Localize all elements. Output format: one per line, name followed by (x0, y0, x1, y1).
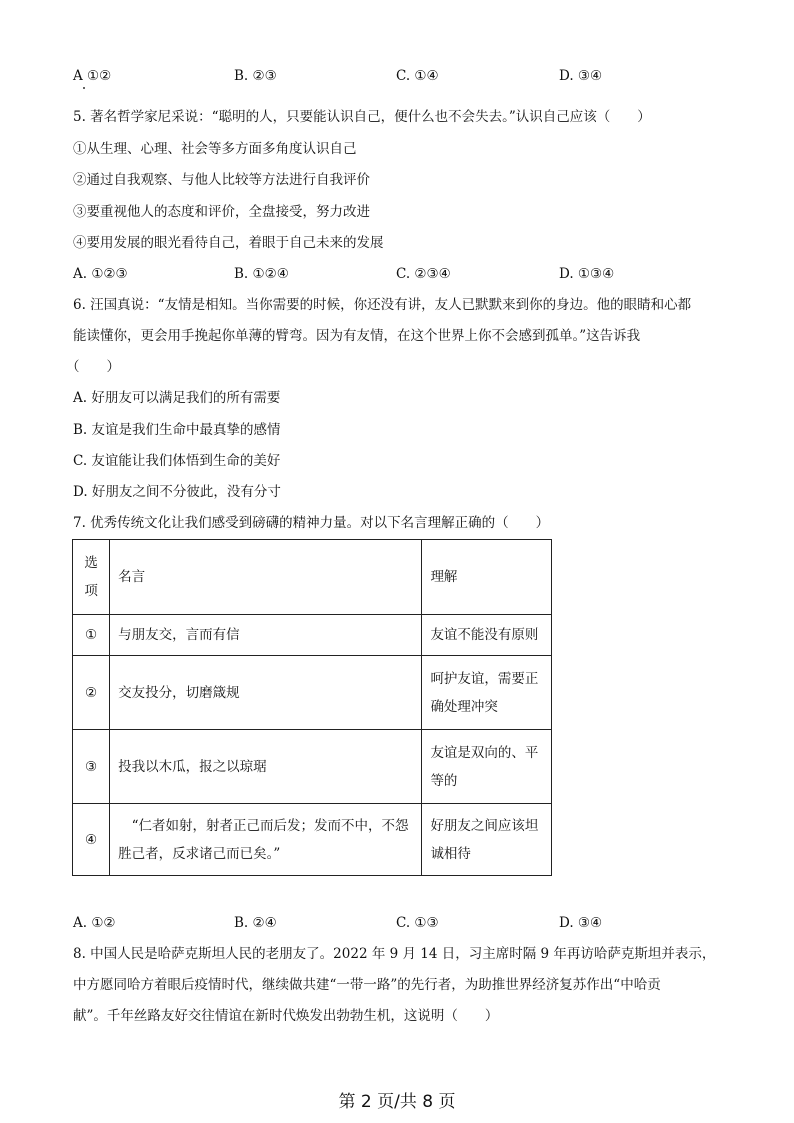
table-row (73, 615, 552, 656)
q5-stem: 5. 著名哲学家尼采说：“聪明的人，只要能认识自己，便什么也不会失去。”认识自己应该（ ） (73, 109, 651, 125)
header-option: 选项 (73, 540, 110, 615)
row-quote-1: 与朋友交，言而有信 (110, 615, 422, 656)
q5-statement-2: ②通过自我观察、与他人比较等方法进行自我评价 (73, 172, 370, 188)
row-understanding-1: 友谊不能没有原则 (422, 615, 552, 656)
q5-option-d: D. ①③④ (559, 266, 615, 282)
q7-option-a: A. ①② (73, 915, 116, 931)
q4-option-d: D. ③④ (559, 68, 603, 84)
q5-option-b: B. ①②④ (234, 266, 289, 282)
q7-option-d: D. ③④ (559, 915, 603, 931)
table-header-row (73, 540, 552, 615)
table-row (73, 730, 552, 804)
q5-options (73, 265, 633, 283)
q7-option-c: C. ①③ (396, 915, 439, 931)
q7-option-b: B. ②④ (234, 915, 277, 931)
q5-statement-4: ④要用发展的眼光看待自己，着眼于自己未来的发展 (73, 235, 384, 251)
q8-stem-line-1: 8. 中国人民是哈萨克斯坦人民的老朋友了。2022 年 9 月 14 日，习主席时隔 9 年再访哈萨克斯坦并表示， (73, 946, 716, 962)
stray-dot-mark (83, 87, 85, 89)
table-row (73, 656, 552, 730)
q4-option-b: B. ②③ (234, 68, 277, 84)
row-option-4: ④ (73, 804, 110, 876)
row-option-1: ① (73, 615, 110, 656)
q6-option-c: C. 友谊能让我们体悟到生命的美好 (73, 453, 281, 469)
row-understanding-4: 好朋友之间应该坦诚相待 (422, 804, 552, 876)
row-understanding-2: 呵护友谊，需要正确处理冲突 (422, 656, 552, 730)
q8-stem-line-3: 献”。千年丝路友好交往情谊在新时代焕发出勃勃生机，这说明（ ） (73, 1008, 499, 1024)
row-understanding-3: 友谊是双向的、平等的 (422, 730, 552, 804)
q6-stem-line-1: 6. 汪国真说：“友情是相知。当你需要的时候，你还没有讲，友人已默默来到你的身边。他的眼睛和心都 (73, 297, 692, 313)
q6-option-d: D. 好朋友之间不分彼此，没有分寸 (73, 484, 281, 500)
q5-statement-3: ③要重视他人的态度和评价，全盘接受，努力改进 (73, 204, 370, 220)
table-row (73, 804, 552, 876)
q4-option-a: A ①② (73, 68, 112, 84)
q5-option-a: A. ①②③ (73, 266, 128, 282)
q7-quote-table (72, 539, 552, 876)
q6-stem-line-2: 能读懂你，更会用手挽起你单薄的臂弯。因为有友情，在这个世界上你不会感到孤单。”这告诉我 (73, 328, 641, 344)
q4-options (73, 67, 633, 85)
q5-statement-1: ①从生理、心理、社会等多方面多角度认识自己 (73, 141, 357, 157)
header-understanding: 理解 (422, 540, 552, 615)
q6-option-a: A. 好朋友可以满足我们的所有需要 (73, 390, 281, 406)
q6-option-b: B. 友谊是我们生命中最真挚的感情 (73, 422, 281, 438)
q7-stem: 7. 优秀传统文化让我们感受到磅礴的精神力量。对以下名言理解正确的（ ） (73, 515, 550, 531)
row-option-3: ③ (73, 730, 110, 804)
q5-option-c: C. ②③④ (396, 266, 451, 282)
page-number-footer: 第 2 页/共 8 页 (338, 1092, 456, 1112)
q8-stem-line-2: 中方愿同哈方着眼后疫情时代，继续做共建“一带一路”的先行者，为助推世界经济复苏作出“中哈贡 (73, 977, 661, 993)
q4-option-c: C. ①④ (396, 68, 439, 84)
row-quote-2: 交友投分，切磨箴规 (110, 656, 422, 730)
row-quote-3: 投我以木瓜，报之以琼琚 (110, 730, 422, 804)
header-quote: 名言 (110, 540, 422, 615)
q7-options (73, 914, 633, 932)
q6-answer-blank: （ ） (66, 359, 120, 375)
row-option-2: ② (73, 656, 110, 730)
row-quote-4: “仁者如射，射者正己而后发；发而不中，不怨胜己者，反求诸己而已矣。” (110, 804, 422, 876)
